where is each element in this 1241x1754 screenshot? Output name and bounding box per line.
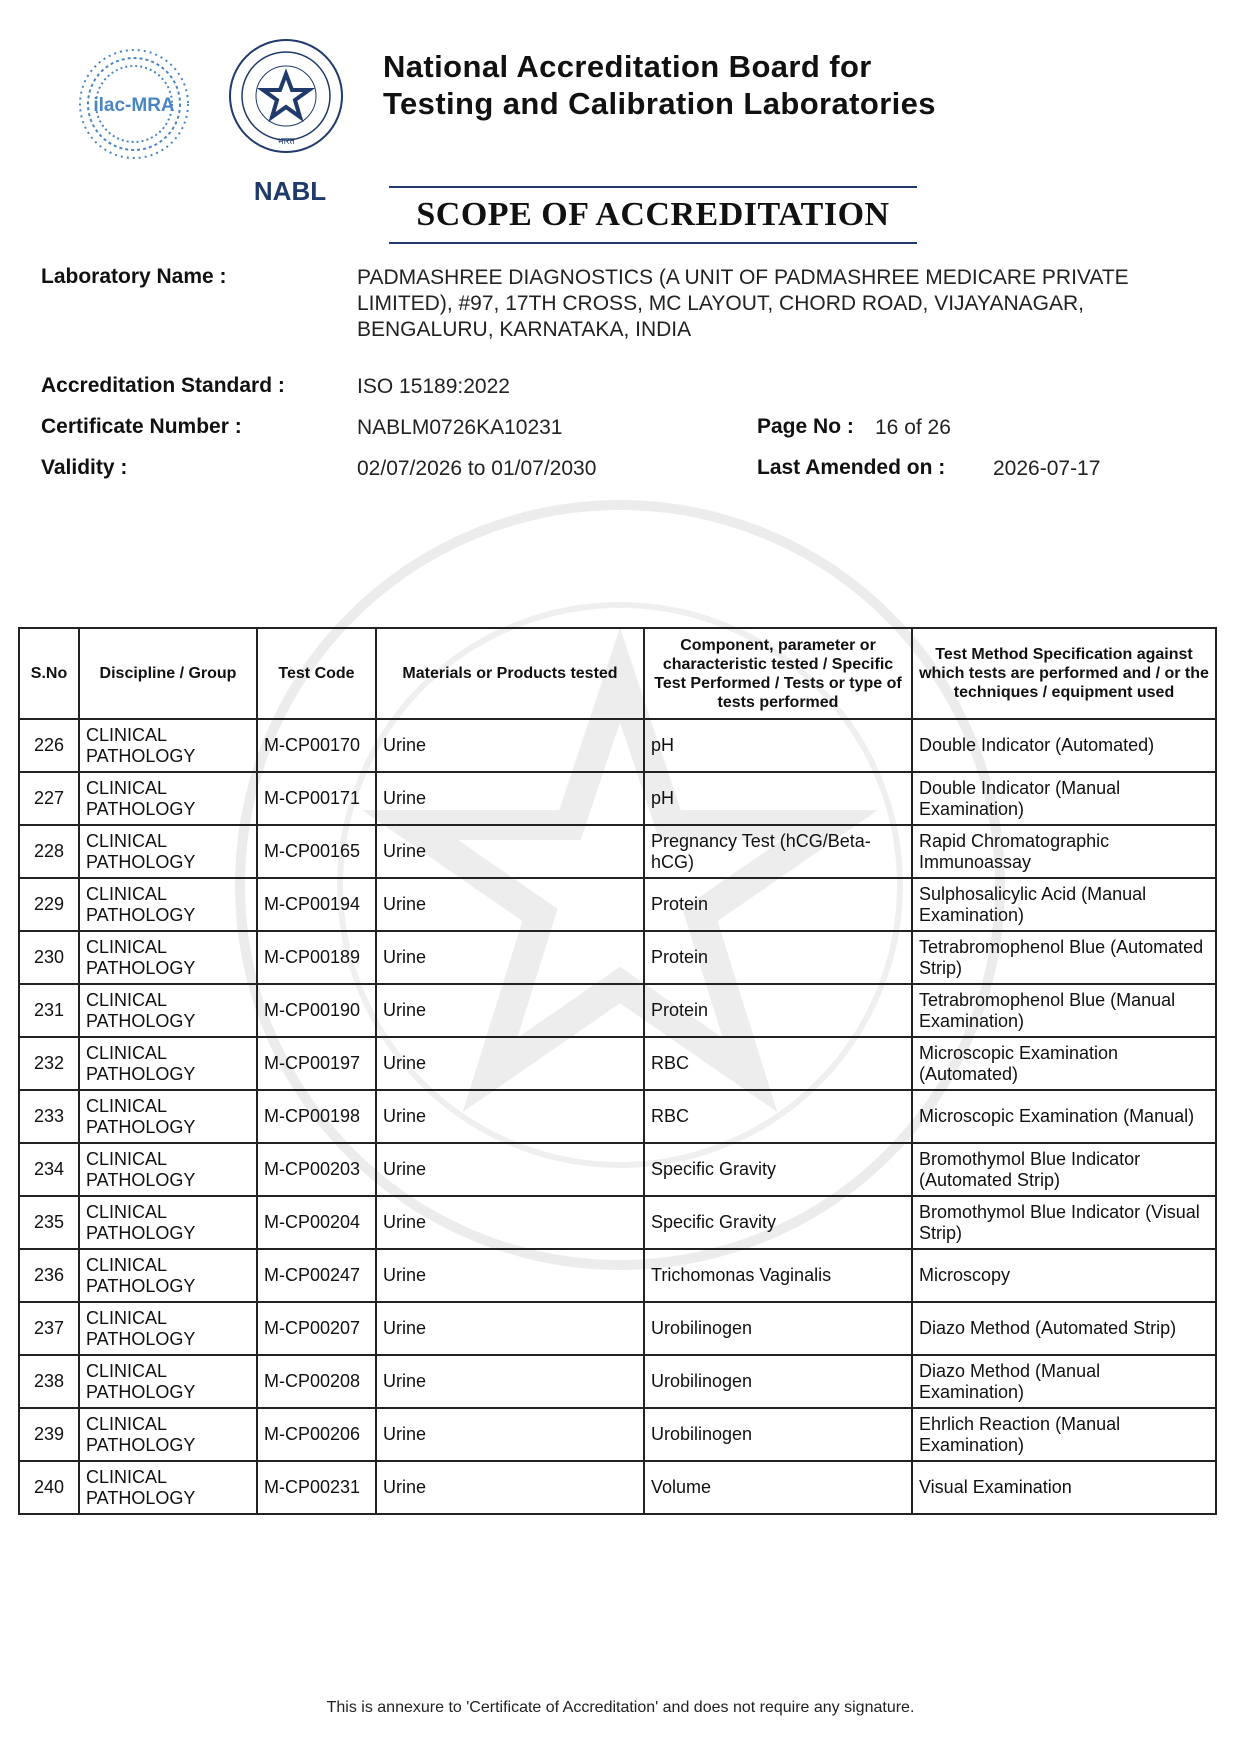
cell-discipline: CLINICAL PATHOLOGY (79, 1461, 257, 1514)
header-discipline: Discipline / Group (79, 628, 257, 719)
cell-material: Urine (376, 931, 644, 984)
cell-component: Urobilinogen (644, 1302, 912, 1355)
cell-material: Urine (376, 984, 644, 1037)
cell-method: Sulphosalicylic Acid (Manual Examination) (912, 878, 1216, 931)
cell-method: Microscopic Examination (Manual) (912, 1090, 1216, 1143)
cell-material: Urine (376, 1249, 644, 1302)
table-row (19, 1090, 1216, 1143)
cell-sno: 234 (19, 1143, 79, 1196)
cell-material: Urine (376, 1037, 644, 1090)
cell-method: Tetrabromophenol Blue (Manual Examination) (912, 984, 1216, 1037)
lab-name-value (357, 265, 1129, 343)
lab-name-line-2: LIMITED), #97, 17TH CROSS, MC LAYOUT, CHORD ROAD, VIJAYANAGAR, (357, 292, 1084, 315)
cell-method: Rapid Chromatographic Immunoassay (912, 825, 1216, 878)
cell-component: Volume (644, 1461, 912, 1514)
cell-discipline: CLINICAL PATHOLOGY (79, 1090, 257, 1143)
table-row (19, 878, 1216, 931)
table-row (19, 1461, 1216, 1514)
cell-discipline: CLINICAL PATHOLOGY (79, 1249, 257, 1302)
footer-note: This is annexure to 'Certificate of Accreditation' and does not require any signature. (326, 1699, 915, 1716)
cell-sno: 237 (19, 1302, 79, 1355)
scope-table (18, 627, 1217, 1515)
cell-sno: 226 (19, 719, 79, 772)
validity-value: 02/07/2026 to 01/07/2030 (357, 457, 597, 480)
cell-method: Tetrabromophenol Blue (Automated Strip) (912, 931, 1216, 984)
cell-test-code: M-CP00171 (257, 772, 376, 825)
cell-component: Protein (644, 931, 912, 984)
cell-method: Bromothymol Blue Indicator (Automated Strip) (912, 1143, 1216, 1196)
cell-discipline: CLINICAL PATHOLOGY (79, 719, 257, 772)
table-row (19, 719, 1216, 772)
page-value: 16 of 26 (875, 416, 951, 439)
certificate-value: NABLM0726KA10231 (357, 416, 563, 439)
cell-component: RBC (644, 1037, 912, 1090)
cell-sno: 240 (19, 1461, 79, 1514)
cell-test-code: M-CP00198 (257, 1090, 376, 1143)
cell-discipline: CLINICAL PATHOLOGY (79, 878, 257, 931)
cell-test-code: M-CP00170 (257, 719, 376, 772)
cell-material: Urine (376, 1302, 644, 1355)
cell-component: Urobilinogen (644, 1408, 912, 1461)
cell-sno: 235 (19, 1196, 79, 1249)
amended-value: 2026-07-17 (993, 457, 1101, 480)
cell-sno: 231 (19, 984, 79, 1037)
cell-component: Protein (644, 878, 912, 931)
cell-material: Urine (376, 1461, 644, 1514)
cell-test-code: M-CP00165 (257, 825, 376, 878)
table-header-row (19, 628, 1216, 719)
nabl-logo (228, 34, 358, 210)
cell-test-code: M-CP00247 (257, 1249, 376, 1302)
cell-sno: 228 (19, 825, 79, 878)
cell-discipline: CLINICAL PATHOLOGY (79, 1302, 257, 1355)
cell-component: Trichomonas Vaginalis (644, 1249, 912, 1302)
header-component: Component, parameter or characteristic tested / Specific Test Performed / Tests or type of tests performed (644, 628, 912, 719)
cell-sno: 239 (19, 1408, 79, 1461)
cell-test-code: M-CP00208 (257, 1355, 376, 1408)
cell-sno: 232 (19, 1037, 79, 1090)
cell-method: Microscopic Examination (Automated) (912, 1037, 1216, 1090)
scope-title-box (389, 186, 917, 244)
cell-test-code: M-CP00197 (257, 1037, 376, 1090)
cell-material: Urine (376, 772, 644, 825)
table-row (19, 1355, 1216, 1408)
scope-title: SCOPE OF ACCREDITATION (416, 196, 890, 233)
page-label: Page No : (757, 415, 854, 438)
cell-sno: 230 (19, 931, 79, 984)
lab-name-label: Laboratory Name : (41, 265, 227, 288)
cell-method: Visual Examination (912, 1461, 1216, 1514)
cell-test-code: M-CP00189 (257, 931, 376, 984)
cell-material: Urine (376, 1090, 644, 1143)
cell-material: Urine (376, 1196, 644, 1249)
nabl-seal-text: भारत (277, 137, 295, 147)
cell-discipline: CLINICAL PATHOLOGY (79, 984, 257, 1037)
cell-component: pH (644, 719, 912, 772)
table-row (19, 772, 1216, 825)
table-row (19, 931, 1216, 984)
cell-method: Double Indicator (Manual Examination) (912, 772, 1216, 825)
cell-material: Urine (376, 719, 644, 772)
cell-method: Microscopy (912, 1249, 1216, 1302)
cell-method: Diazo Method (Automated Strip) (912, 1302, 1216, 1355)
ilac-logo-text: ilac-MRA (93, 95, 175, 116)
header-method: Test Method Specification against which tests are performed and / or the techniques / equipment used (912, 628, 1216, 719)
cell-test-code: M-CP00190 (257, 984, 376, 1037)
standard-label: Accreditation Standard : (41, 374, 285, 397)
cell-material: Urine (376, 1355, 644, 1408)
board-title (383, 48, 936, 122)
board-title-line-1: National Accreditation Board for (383, 49, 872, 84)
cell-sno: 233 (19, 1090, 79, 1143)
cell-discipline: CLINICAL PATHOLOGY (79, 1408, 257, 1461)
certificate-label: Certificate Number : (41, 415, 242, 438)
table-row (19, 984, 1216, 1037)
cell-test-code: M-CP00194 (257, 878, 376, 931)
cell-test-code: M-CP00207 (257, 1302, 376, 1355)
ilac-mra-logo (74, 44, 194, 164)
lab-name-line-1: PADMASHREE DIAGNOSTICS (A UNIT OF PADMASHREE MEDICARE PRIVATE (357, 266, 1129, 289)
cell-material: Urine (376, 1408, 644, 1461)
cell-sno: 238 (19, 1355, 79, 1408)
cell-discipline: CLINICAL PATHOLOGY (79, 772, 257, 825)
cell-method: Diazo Method (Manual Examination) (912, 1355, 1216, 1408)
cell-discipline: CLINICAL PATHOLOGY (79, 1355, 257, 1408)
cell-component: Pregnancy Test (hCG/Beta-hCG) (644, 825, 912, 878)
amended-label: Last Amended on : (757, 456, 946, 479)
cell-material: Urine (376, 825, 644, 878)
cell-sno: 236 (19, 1249, 79, 1302)
cell-method: Double Indicator (Automated) (912, 719, 1216, 772)
cell-method: Ehrlich Reaction (Manual Examination) (912, 1408, 1216, 1461)
cell-material: Urine (376, 1143, 644, 1196)
cell-test-code: M-CP00231 (257, 1461, 376, 1514)
cell-discipline: CLINICAL PATHOLOGY (79, 1196, 257, 1249)
cell-method: Bromothymol Blue Indicator (Visual Strip) (912, 1196, 1216, 1249)
cell-test-code: M-CP00206 (257, 1408, 376, 1461)
nabl-logo-text: NABL (253, 176, 327, 206)
cell-discipline: CLINICAL PATHOLOGY (79, 1143, 257, 1196)
cell-component: pH (644, 772, 912, 825)
board-title-line-2: Testing and Calibration Laboratories (383, 86, 936, 121)
cell-test-code: M-CP00204 (257, 1196, 376, 1249)
cell-test-code: M-CP00203 (257, 1143, 376, 1196)
cell-material: Urine (376, 878, 644, 931)
cell-sno: 229 (19, 878, 79, 931)
cell-discipline: CLINICAL PATHOLOGY (79, 931, 257, 984)
cell-component: Specific Gravity (644, 1196, 912, 1249)
table-row (19, 1408, 1216, 1461)
table-row (19, 1037, 1216, 1090)
cell-discipline: CLINICAL PATHOLOGY (79, 825, 257, 878)
cell-discipline: CLINICAL PATHOLOGY (79, 1037, 257, 1090)
header-materials: Materials or Products tested (376, 628, 644, 719)
standard-value: ISO 15189:2022 (357, 375, 510, 398)
cell-component: RBC (644, 1090, 912, 1143)
table-row (19, 1249, 1216, 1302)
header-test-code: Test Code (257, 628, 376, 719)
table-row (19, 1143, 1216, 1196)
table-row (19, 1196, 1216, 1249)
validity-label: Validity : (41, 456, 128, 479)
cell-component: Specific Gravity (644, 1143, 912, 1196)
table-row (19, 825, 1216, 878)
cell-component: Urobilinogen (644, 1355, 912, 1408)
lab-name-line-3: BENGALURU, KARNATAKA, INDIA (357, 318, 692, 341)
cell-sno: 227 (19, 772, 79, 825)
table-row (19, 1302, 1216, 1355)
header-sno: S.No (19, 628, 79, 719)
cell-component: Protein (644, 984, 912, 1037)
